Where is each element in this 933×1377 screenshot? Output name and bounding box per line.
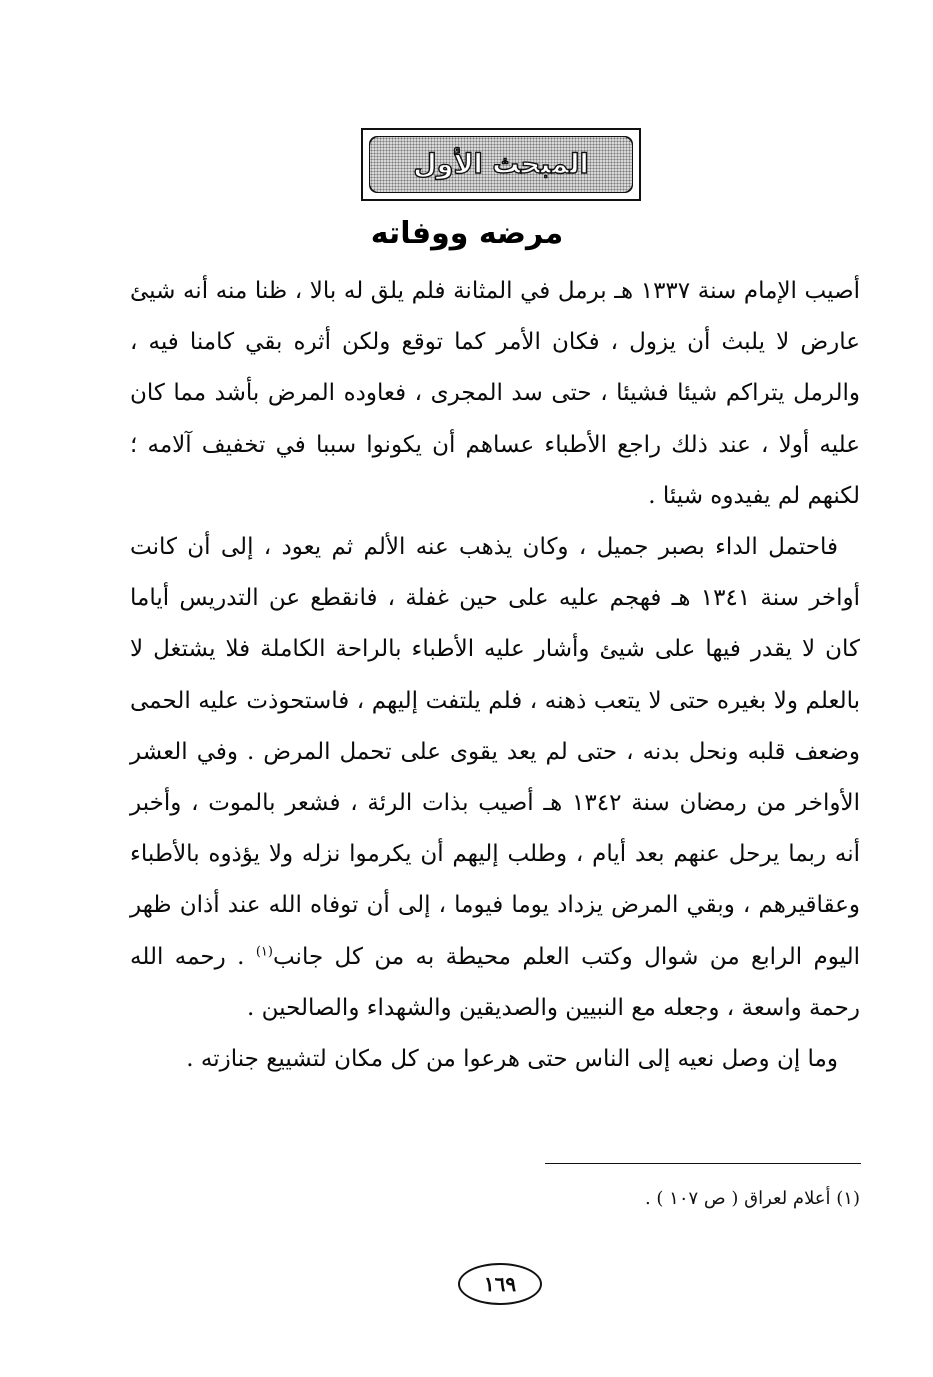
paragraph-3: وما إن وصل نعيه إلى الناس حتى هرعوا من كل مكان لتشييع جنازته . bbox=[186, 1046, 838, 1073]
body-text bbox=[130, 266, 860, 1085]
ornament-corner-icon bbox=[620, 136, 633, 149]
paragraph-2-end: . رحمه الله رحمة واسعة ، وجعله مع النبيين والصديقين والشهداء والصالحين . bbox=[130, 943, 860, 1021]
paragraph-2 bbox=[130, 522, 860, 1034]
paragraph-1: أصيب الإمام سنة ١٣٣٧ هـ برمل في المثانة فلم يلق له بالا ، ظنا منه أنه شيئ عارض لا يلبث أن يزول ، فكان الأمر كما توقع ولكن أثره بقي كامنا فيه ، والرمل يتراكم شيئا فشيئا ، حتى سد المجرى ، فعاوده المرض بأشد مما كان عليه أولا ، عند ذلك راجع الأطباء عساهم أن يكونوا سببا في تخفيف آلامه ؛ لكنهم لم يفيدوه شيئا . bbox=[130, 278, 860, 509]
ornament-corner-icon bbox=[369, 180, 382, 193]
footnote: (١) أعلام لعراق ( ص ١٠٧ ) . bbox=[644, 1188, 860, 1209]
page-number: ١٦٩ bbox=[458, 1263, 542, 1305]
ornament-corner-icon bbox=[620, 180, 633, 193]
chapter-title: مرضه ووفاته bbox=[370, 216, 564, 251]
footnote-divider bbox=[545, 1163, 861, 1164]
ornament-corner-icon bbox=[369, 136, 382, 149]
section-header-frame bbox=[361, 128, 641, 201]
paragraph-2-text: فاحتمل الداء بصبر جميل ، وكان يذهب عنه الألم ثم يعود ، إلى أن كانت أواخر سنة ١٣٤١ هـ فهجم عليه على حين غفلة ، فانقطع عن التدريس أياما كان لا يقدر فيها على شيئ وأشار عليه الأطباء بالراحة الكاملة فلا يشتغل لا بالعلم ولا بغيره حتى لا يتعب ذهنه ، فلم يلتفت إليهم ، فاستحوذت عليه الحمى وضعف قلبه ونحل بدنه ، حتى لم يعد يقوى على تحمل المرض . وفي العشر الأواخر من رمضان سنة ١٣٤٢ هـ أصيب بذات الرئة ، فشعر بالموت ، وأخبر أنه ربما يرحل عنهم بعد أيام ، وطلب إليهم أن يكرموا نزله ولا يؤذوه بالأطباء وعقاقيرهم ، وبقي المرض يزداد يوما فيوما ، إلى أن توفاه الله عند أذان ظهر اليوم الرابع من شوال وكتب العلم محيطة به من كل جانب bbox=[130, 534, 861, 970]
section-title: المبحث الأول bbox=[413, 149, 589, 180]
section-header-panel bbox=[369, 136, 633, 193]
footnote-marker: (١) bbox=[255, 943, 273, 959]
